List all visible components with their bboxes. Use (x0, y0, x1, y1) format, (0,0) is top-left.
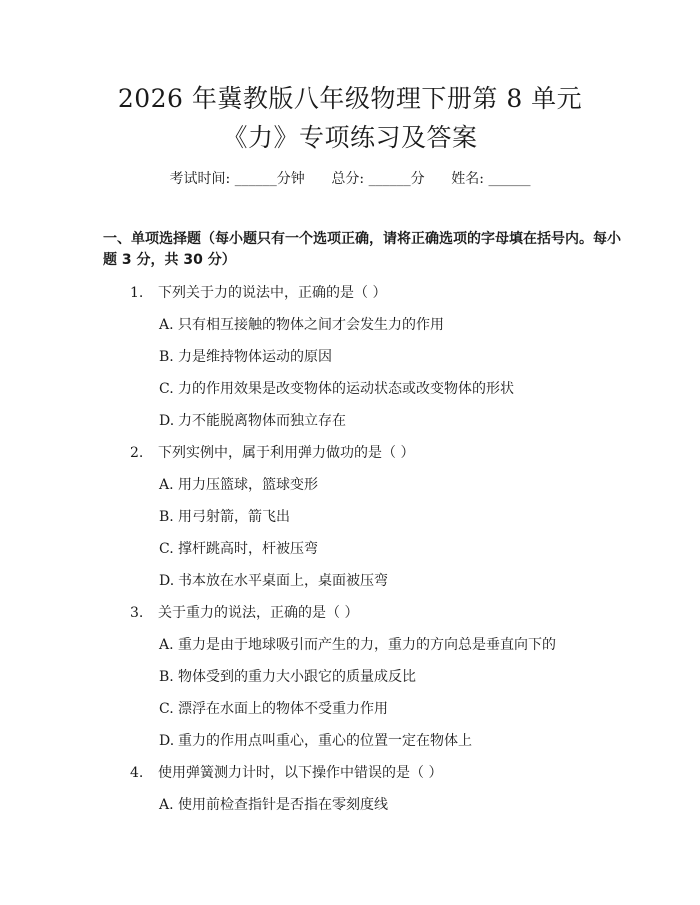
option-letter: C. (159, 701, 174, 717)
option-text: 物体受到的重力大小跟它的质量成反比 (178, 669, 416, 685)
question-text: 关于重力的说法，正确的是（ ） (158, 605, 359, 621)
question-1-option-b (159, 348, 332, 366)
option-text: 漂浮在水面上的物体不受重力作用 (178, 701, 388, 717)
question-number: 1. (130, 285, 144, 301)
question-4 (130, 764, 442, 782)
question-text: 下列关于力的说法中，正确的是（ ） (158, 285, 387, 301)
option-letter: A. (159, 477, 174, 493)
option-text: 力不能脱离物体而独立存在 (178, 413, 346, 429)
option-letter: D. (159, 413, 175, 429)
question-2 (130, 444, 414, 462)
question-2-option-d (159, 572, 388, 590)
section-heading: 一、单项选择题（每小题只有一个选项正确，请将正确选项的字母填在括号内。每小题 3 分，共 30 分） (103, 231, 621, 268)
question-number: 3. (130, 605, 144, 621)
question-number: 2. (130, 445, 144, 461)
option-letter: A. (159, 797, 174, 813)
option-letter: B. (159, 669, 174, 685)
option-letter: A. (159, 317, 174, 333)
question-3-option-c (159, 700, 388, 718)
question-text: 下列实例中，属于利用弹力做功的是（ ） (158, 445, 415, 461)
option-letter: B. (159, 349, 174, 365)
question-4-option-a (159, 796, 388, 814)
question-number: 4. (130, 765, 144, 781)
option-letter: D. (159, 573, 175, 589)
option-letter: A. (159, 637, 174, 653)
question-1 (130, 284, 386, 302)
option-letter: C. (159, 541, 174, 557)
question-1-option-d (159, 412, 346, 430)
document-title-line2: 《力》专项练习及答案 (222, 123, 478, 152)
option-text: 只有相互接触的物体之间才会发生力的作用 (178, 317, 444, 333)
question-3 (130, 604, 358, 622)
question-3-option-a (159, 636, 556, 654)
question-1-option-c (159, 380, 514, 398)
option-letter: D. (159, 733, 175, 749)
option-text: 重力是由于地球吸引而产生的力，重力的方向总是垂直向下的 (178, 637, 556, 653)
exam-info-line: 考试时间: ______分钟 总分: ______分 姓名: ______ (169, 171, 531, 187)
option-letter: B. (159, 509, 174, 525)
option-letter: C. (159, 381, 174, 397)
question-2-option-a (159, 476, 318, 494)
option-text: 使用前检查指针是否指在零刻度线 (178, 797, 388, 813)
question-1-option-a (159, 316, 444, 334)
option-text: 书本放在水平桌面上，桌面被压弯 (178, 573, 388, 589)
option-text: 用力压篮球，篮球变形 (178, 477, 318, 493)
document-title-line1: 2026 年冀教版八年级物理下册第 8 单元 (117, 84, 583, 113)
option-text: 力的作用效果是改变物体的运动状态或改变物体的形状 (178, 381, 514, 397)
option-text: 撑杆跳高时，杆被压弯 (178, 541, 318, 557)
option-text: 用弓射箭，箭飞出 (178, 509, 290, 525)
question-3-option-b (159, 668, 416, 686)
question-3-option-d (159, 732, 472, 750)
question-text: 使用弹簧测力计时，以下操作中错误的是（ ） (158, 765, 443, 781)
question-2-option-c (159, 540, 318, 558)
option-text: 重力的作用点叫重心，重心的位置一定在物体上 (178, 733, 472, 749)
option-text: 力是维持物体运动的原因 (178, 349, 332, 365)
question-2-option-b (159, 508, 290, 526)
